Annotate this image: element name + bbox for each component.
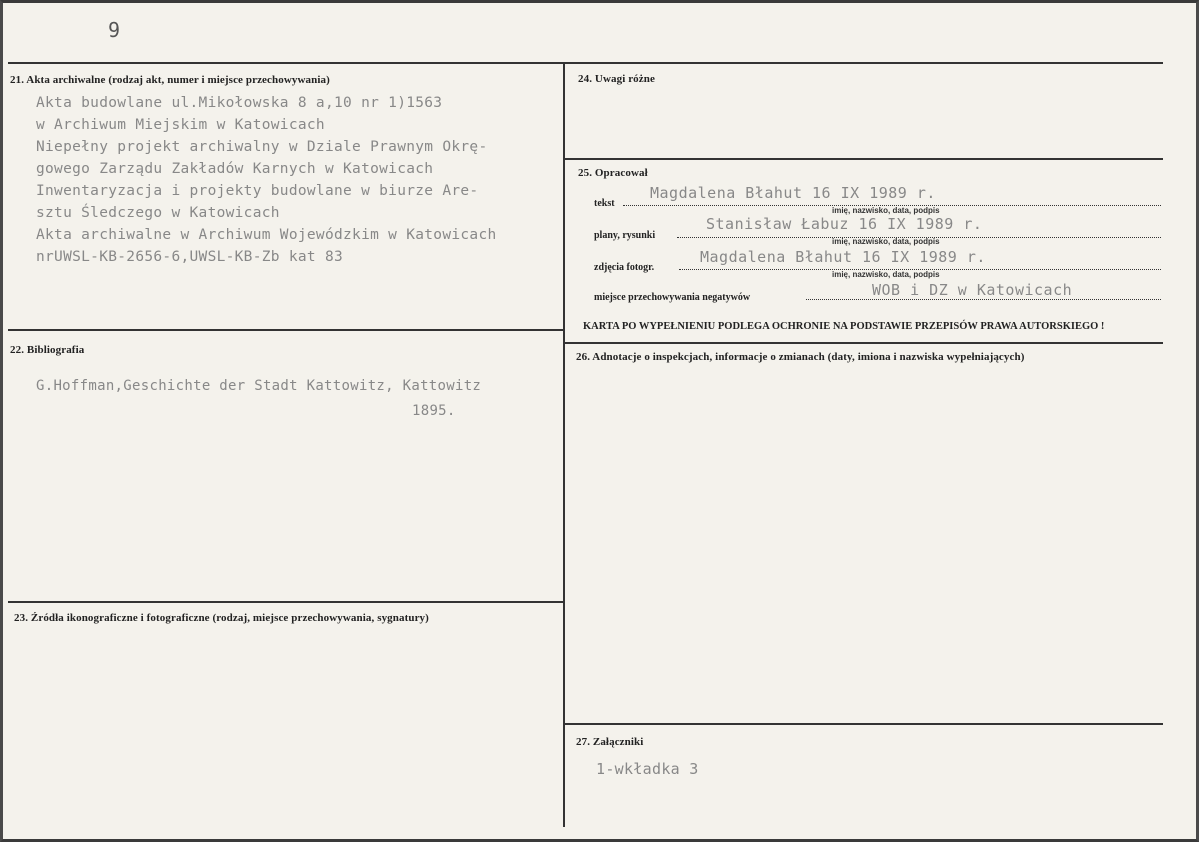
section-21-typed-text: [36, 92, 497, 268]
typed-line: Akta budowlane ul.Mikołowska 8 a,10 nr 1)1563: [36, 95, 443, 111]
typed-line: Akta archiwalne w Archiwum Wojewódzkim w Katowicach: [36, 227, 497, 243]
drawings-author-label: plany, rysunki: [594, 230, 656, 241]
photos-author-value: Magdalena Błahut 16 IX 1989 r.: [700, 248, 986, 266]
negatives-location-label: miejsce przechowywania negatywów: [594, 292, 751, 303]
rule-26-27: [565, 723, 1163, 725]
typed-line: nrUWSL-KB-2656-6,UWSL-KB-Zb kat 83: [36, 249, 344, 265]
attachments-value: 1-wkładka 3: [596, 760, 699, 778]
rule-25-26: [565, 342, 1163, 344]
photos-author-caption: imię, nazwisko, data, podpis: [832, 270, 940, 279]
rule-24-25: [565, 158, 1163, 160]
negatives-location-dots: [806, 299, 1161, 300]
center-divider: [563, 63, 565, 827]
drawings-author-value: Stanisław Łabuz 16 IX 1989 r.: [706, 215, 983, 233]
photos-author-label: zdjęcia fotogr.: [594, 262, 655, 273]
bibliography-line: 1895.: [412, 403, 456, 419]
drawings-author-caption: imię, nazwisko, data, podpis: [832, 237, 940, 246]
text-author-value: Magdalena Błahut 16 IX 1989 r.: [650, 184, 936, 202]
top-rule: [8, 62, 1163, 64]
typed-line: sztu Śledczego w Katowicach: [36, 205, 280, 221]
typed-line: Inwentaryzacja i projekty budowlane w biurze Are-: [36, 183, 479, 199]
typed-line: Niepełny projekt archiwalny w Dziale Prawnym Okrę-: [36, 139, 488, 155]
negatives-location-value: WOB i DZ w Katowicach: [872, 281, 1073, 299]
section-22-heading: 22. Bibliografia: [10, 344, 85, 356]
section-26-heading: 26. Adnotacje o inspekcjach, informacje o zmianach (daty, imiona i nazwiska wypełniających): [576, 351, 1025, 363]
text-author-label: tekst: [594, 198, 615, 209]
rule-21-22: [8, 329, 563, 331]
section-25-heading: 25. Opracował: [578, 167, 648, 179]
copyright-notice: KARTA PO WYPEŁNIENIU PODLEGA OCHRONIE NA PODSTAWIE PRZEPISÓW PRAWA AUTORSKIEGO !: [583, 321, 1105, 332]
rule-22-23: [8, 601, 563, 603]
section-27-heading: 27. Załączniki: [576, 736, 644, 748]
bibliography-line: G.Hoffman,Geschichte der Stadt Kattowitz, Kattowitz: [36, 378, 482, 394]
section-23-heading: 23. Źródła ikonograficzne i fotograficzne (rodzaj, miejsce przechowywania, sygnatury): [14, 612, 429, 624]
section-24-heading: 24. Uwagi różne: [578, 73, 655, 85]
section-21-heading: 21. Akta archiwalne (rodzaj akt, numer i miejsce przechowywania): [10, 74, 330, 86]
typed-line: gowego Zarządu Zakładów Karnych w Katowicach: [36, 161, 434, 177]
page-mark: 9: [108, 18, 121, 42]
text-author-caption: imię, nazwisko, data, podpis: [832, 206, 940, 215]
typed-line: w Archiwum Miejskim w Katowicach: [36, 117, 325, 133]
